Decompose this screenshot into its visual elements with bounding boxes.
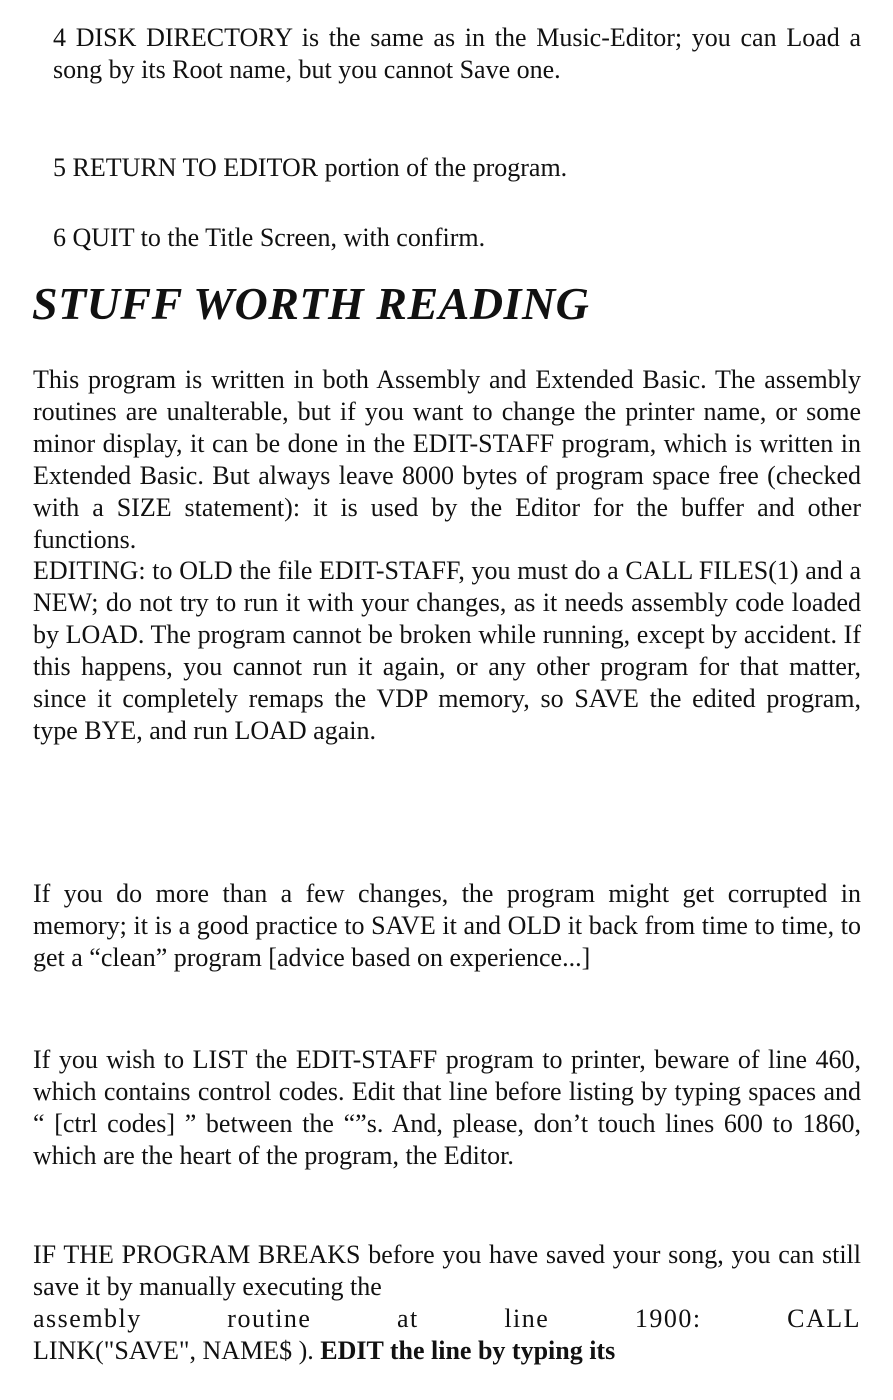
- section-heading: STUFF WORTH READING: [32, 278, 590, 329]
- list-item-return-to-editor: [53, 152, 861, 184]
- paragraph-body: before you have saved your song, you can still save it by manually executing the: [33, 1240, 862, 1301]
- paragraph-text: [33, 1239, 861, 1303]
- code-snippet: LINK("SAVE", NAME$ ).: [33, 1335, 314, 1365]
- item-number: 4: [53, 23, 66, 52]
- list-item-text: [53, 222, 861, 254]
- paragraph-spaced-line: assembly routine at line 1900: CALL: [33, 1303, 861, 1333]
- item-number: 6: [53, 223, 66, 252]
- list-item-text: [53, 22, 861, 86]
- paragraph-line: [33, 1335, 861, 1367]
- item-label: QUIT: [72, 223, 135, 252]
- item-description: is the same as in the Music-Editor; you can Load a song by its Root name, but you cannot Save one.: [53, 23, 861, 84]
- paragraph-corruption: [33, 878, 861, 974]
- item-label: RETURN TO EDITOR: [72, 153, 319, 182]
- paragraph-overview: [33, 364, 861, 747]
- list-item-quit: [53, 222, 861, 254]
- item-description: to the Title Screen, with confirm.: [134, 223, 486, 252]
- paragraph-text: If you wish to LIST the EDIT-STAFF program to printer, beware of line 460, which contains control codes. Edit that line before listing by typing spaces and “ [ctrl codes] ” between the “”s. And, please, don’t touch lines 600 to 1860, which are the heart of the program, the Editor.: [33, 1045, 861, 1170]
- paragraph-text: This program is written in both Assembly and Extended Basic. The assembly routines are unalterable, but if you want to change the printer name, or some minor display, it can be done in the EDIT-STAFF program, which is written in Extended Basic. But always leave 8000 bytes of program space free (checked with a SIZE statement): it is used by the Editor for the buffer and other functions.: [33, 365, 861, 554]
- paragraph-line: [33, 1303, 861, 1335]
- paragraph-label: IF THE PROGRAM BREAKS: [33, 1240, 361, 1269]
- paragraph-program-breaks: [33, 1239, 861, 1367]
- item-description: portion of the program.: [318, 153, 568, 182]
- list-item-text: [53, 152, 861, 184]
- paragraph-text: If you do more than a few changes, the program might get corrupted in memory; it is a good practice to SAVE it and OLD it back from time to time, to get a “clean” program [advice based on experience...]: [33, 879, 861, 972]
- item-number: 5: [53, 153, 66, 182]
- item-label: DISK DIRECTORY: [75, 23, 293, 52]
- paragraph-listing: [33, 1044, 861, 1172]
- paragraph-line-end: EDIT the line by typing its: [313, 1335, 616, 1365]
- paragraph-editing: EDITING: to OLD the file EDIT-STAFF, you must do a CALL FILES(1) and a NEW; do not try to run it with your changes, as it needs assembly code loaded by LOAD. The program cannot be broken while running, except by accident. If this happens, you cannot run it again, or any other program for that matter, since it completely remaps the VDP memory, so SAVE the edited program, type BYE, and run LOAD again.: [33, 556, 861, 745]
- list-item-disk-directory: [53, 22, 861, 86]
